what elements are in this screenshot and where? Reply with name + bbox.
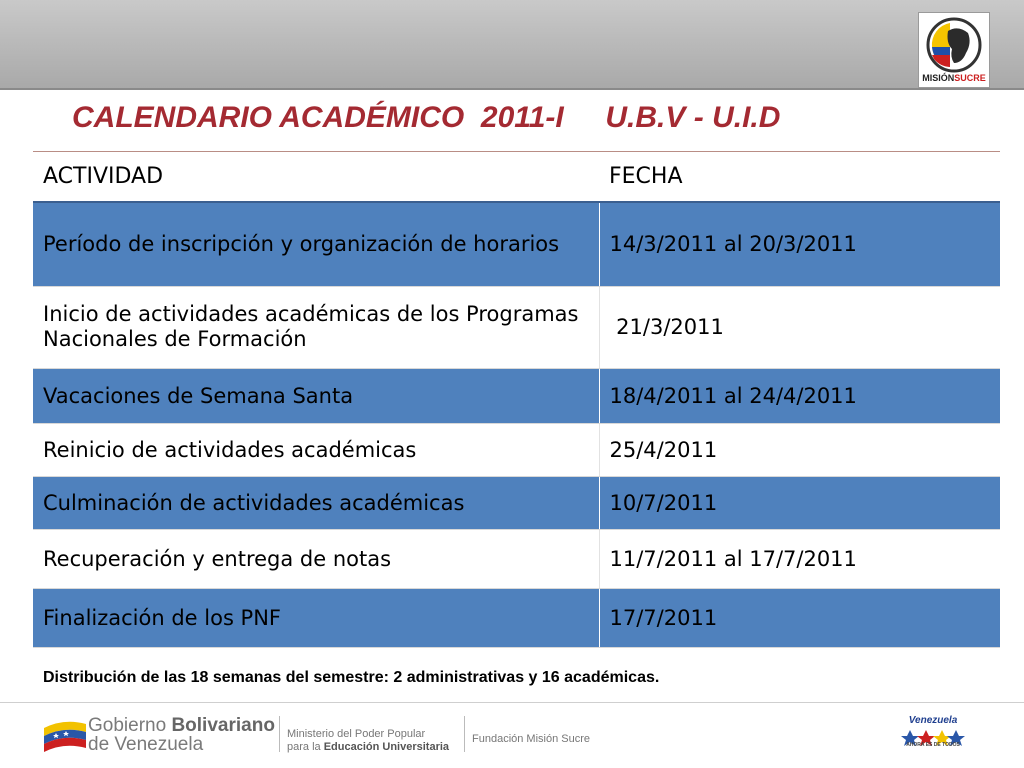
cell-fecha: 21/3/2011 <box>599 286 1000 368</box>
page-title: CALENDARIO ACADÉMICO 2011-I U.B.V - U.I.D <box>72 101 781 134</box>
cell-actividad: Finalización de los PNF <box>33 588 599 647</box>
table-row <box>33 529 1000 588</box>
ministry-line2: para la Educación Universitaria <box>287 741 450 753</box>
cell-actividad: Culminación de actividades académicas <box>33 476 599 529</box>
ministry-line1: Ministerio del Poder Popular <box>287 728 426 740</box>
cell-fecha: 18/4/2011 al 24/4/2011 <box>599 368 1000 423</box>
logo-label: MISIÓNSUCRE <box>922 73 986 83</box>
footer-divider <box>0 702 1024 703</box>
footer-separator <box>464 716 465 752</box>
cell-actividad: Período de inscripción y organización de horarios <box>33 202 599 286</box>
footer-separator <box>279 716 280 752</box>
header-divider <box>0 88 1024 90</box>
table-row <box>33 423 1000 476</box>
sucre-portrait-icon <box>926 17 982 73</box>
table-row <box>33 286 1000 368</box>
cell-fecha: 17/7/2011 <box>599 588 1000 647</box>
cell-actividad: Inicio de actividades académicas de los Programas Nacionales de Formación <box>33 286 599 368</box>
venezuela-flag-icon <box>42 714 88 754</box>
mision-sucre-logo <box>918 12 990 88</box>
gov-bolivariano-line1: Gobierno Bolivariano <box>88 715 275 736</box>
cell-actividad: Vacaciones de Semana Santa <box>33 368 599 423</box>
table-header-row <box>33 152 1000 203</box>
header-band <box>0 0 1024 88</box>
cell-fecha: 25/4/2011 <box>599 423 1000 476</box>
column-header-actividad: ACTIVIDAD <box>33 152 599 203</box>
semester-footnote: Distribución de las 18 semanas del semestre: 2 administrativas y 16 académicas. <box>43 669 660 686</box>
venezuela-logo-title: Venezuela <box>908 715 958 726</box>
foundation-label: Fundación Misión Sucre <box>472 733 591 745</box>
table-row <box>33 202 1000 286</box>
cell-fecha: 14/3/2011 al 20/3/2011 <box>599 202 1000 286</box>
column-header-fecha: FECHA <box>599 152 1000 203</box>
venezuela-logo-slogan: AHORA ES DE TODOS <box>906 742 960 748</box>
cell-actividad: Reinicio de actividades académicas <box>33 423 599 476</box>
cell-fecha: 10/7/2011 <box>599 476 1000 529</box>
calendar-table <box>33 151 1000 648</box>
gov-bolivariano-line2: de Venezuela <box>88 734 204 755</box>
cell-fecha: 11/7/2011 al 17/7/2011 <box>599 529 1000 588</box>
table-row <box>33 588 1000 647</box>
table-row <box>33 368 1000 423</box>
cell-actividad: Recuperación y entrega de notas <box>33 529 599 588</box>
table-row <box>33 476 1000 529</box>
